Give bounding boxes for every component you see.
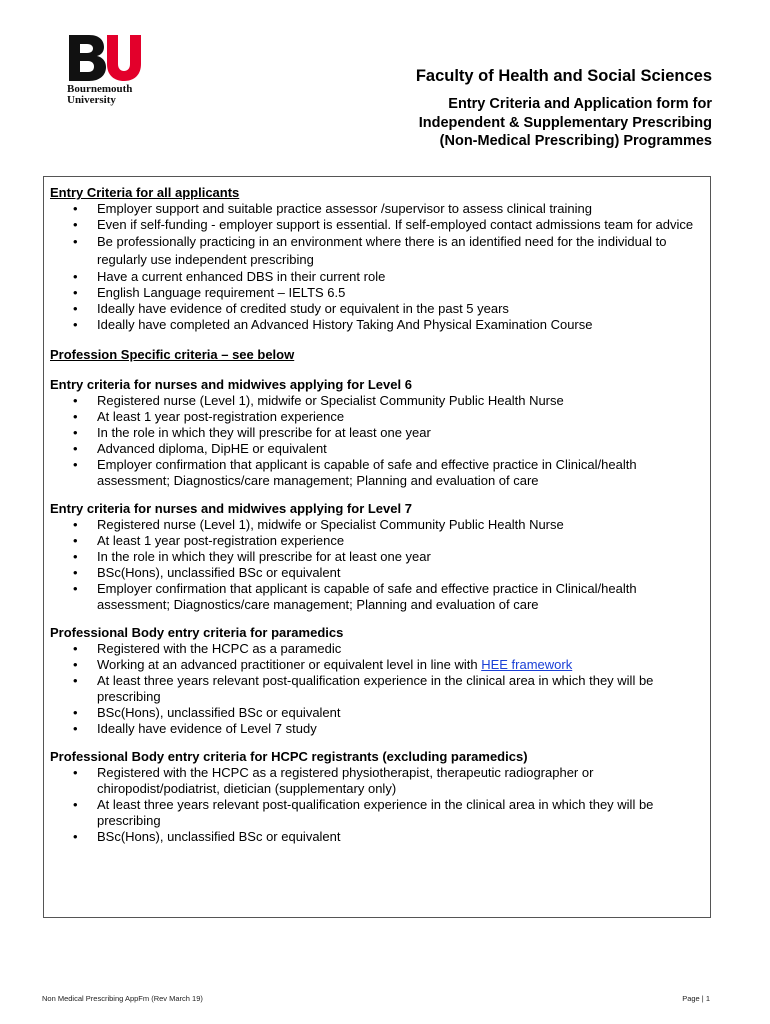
- list-item: • Employer confirmation that applicant is capable of safe and effective practice in Clinical/health assessment; Diagnostics/care management; Planning and evaluation of care: [50, 457, 710, 489]
- profession-specific-heading: Profession Specific criteria – see below: [50, 347, 295, 362]
- list-item: • Registered nurse (Level 1), midwife or Specialist Community Public Health Nurse: [50, 393, 710, 409]
- list-item: • BSc(Hons), unclassified BSc or equivalent: [50, 565, 710, 581]
- faculty-title: Faculty of Health and Social Sciences: [415, 67, 712, 85]
- document-subtitle: [416, 95, 712, 151]
- list-item: • English Language requirement – IELTS 6.5: [50, 285, 710, 301]
- list-item: [50, 657, 710, 673]
- section-level-6: [50, 377, 710, 489]
- list-item: • In the role in which they will prescribe for at least one year: [50, 425, 710, 441]
- criteria-content: [50, 185, 710, 845]
- list-item: • At least 1 year post-registration experience: [50, 409, 710, 425]
- bu-logo-mark: [67, 33, 147, 83]
- list-item: • Be professionally practicing in an environment where there is an identified need for the individual to regularly use independent prescribing: [50, 233, 710, 269]
- section-heading: Entry criteria for nurses and midwives applying for Level 7: [50, 501, 412, 516]
- list-item: • Registered nurse (Level 1), midwife or Specialist Community Public Health Nurse: [50, 517, 710, 533]
- university-name: [67, 84, 132, 106]
- list-item: • Advanced diploma, DipHE or equivalent: [50, 441, 710, 457]
- hee-framework-link[interactable]: HEE framework: [481, 657, 573, 672]
- list-item: • At least three years relevant post-qualification experience in the clinical area in which they will be prescribing: [50, 673, 710, 705]
- subtitle-line-3: (Non-Medical Prescribing) Programmes: [439, 133, 712, 149]
- footer-page-number: Page | 1: [682, 994, 710, 1003]
- bullet-list: [50, 393, 710, 489]
- subtitle-line-2: Independent & Supplementary Prescribing: [418, 114, 712, 131]
- section-level-7: [50, 501, 710, 613]
- list-item: • In the role in which they will prescribe for at least one year: [50, 549, 710, 565]
- list-item: • BSc(Hons), unclassified BSc or equivalent: [50, 705, 710, 721]
- bullet-list: [50, 641, 710, 737]
- list-item: • Employer confirmation that applicant is capable of safe and effective practice in Clinical/health assessment; Diagnostics/care management; Planning and evaluation of care: [50, 581, 710, 613]
- list-item: • BSc(Hons), unclassified BSc or equivalent: [50, 829, 710, 845]
- bullet-list: [50, 517, 710, 613]
- subtitle-line-1: Entry Criteria and Application form for: [448, 96, 712, 112]
- section-heading: Entry Criteria for all applicants: [50, 185, 240, 200]
- bullet-list: [50, 765, 710, 845]
- list-item: • Even if self-funding - employer support is essential. If self-employed contact admissions team for advice: [50, 217, 710, 233]
- document-header: [416, 66, 712, 151]
- section-all-applicants: [50, 185, 710, 333]
- list-item: • At least 1 year post-registration experience: [50, 533, 710, 549]
- section-hcpc-registrants: [50, 749, 710, 845]
- section-paramedics: [50, 625, 710, 737]
- footer-document-ref: Non Medical Prescribing AppFm (Rev March 19): [42, 994, 203, 1003]
- list-item: • Have a current enhanced DBS in their current role: [50, 269, 710, 285]
- list-item: • Ideally have completed an Advanced History Taking And Physical Examination Course: [50, 317, 710, 333]
- list-item-text: Working at an advanced practitioner or equivalent level in line with: [97, 657, 482, 672]
- list-item: • At least three years relevant post-qualification experience in the clinical area in which they will be prescribing: [50, 797, 710, 829]
- list-item: • Registered with the HCPC as a registered physiotherapist, therapeutic radiographer or chiropodist/podiatrist, dietician (supplementary only): [50, 765, 710, 797]
- list-item: • Ideally have evidence of credited study or equivalent in the past 5 years: [50, 301, 710, 317]
- list-item: • Ideally have evidence of Level 7 study: [50, 721, 710, 737]
- section-heading: Professional Body entry criteria for HCPC registrants (excluding paramedics): [50, 749, 528, 764]
- university-name-line2: University: [67, 94, 116, 106]
- list-item: • Registered with the HCPC as a paramedic: [50, 641, 710, 657]
- university-name-line1: Bournemouth: [67, 83, 133, 95]
- list-item: • Employer support and suitable practice assessor /supervisor to assess clinical training: [50, 201, 710, 217]
- section-heading: Professional Body entry criteria for paramedics: [50, 625, 344, 640]
- bullet-list: [50, 201, 710, 333]
- section-heading: Entry criteria for nurses and midwives applying for Level 6: [50, 377, 412, 392]
